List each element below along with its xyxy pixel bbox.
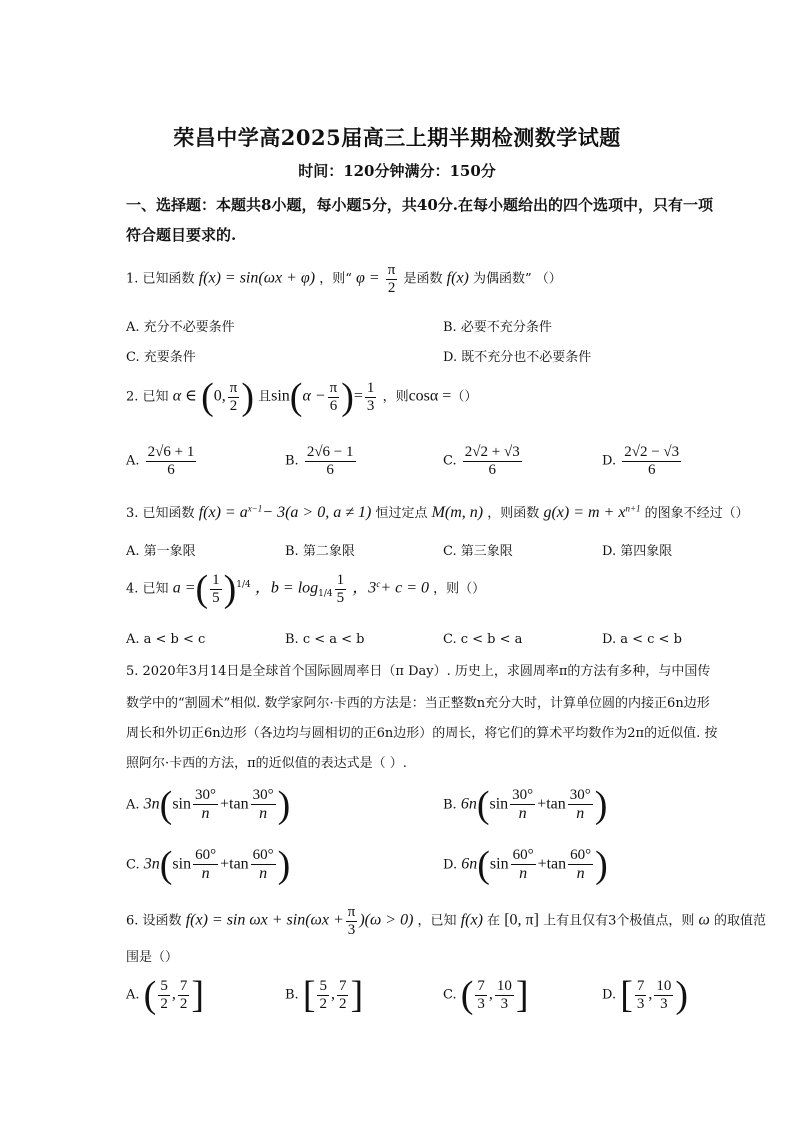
q6-d-frac1 [635, 978, 647, 1012]
q1-condition: φ = [356, 269, 380, 287]
q2-alpha-in: α ∈ [172, 387, 197, 405]
q1-frac-den: 2 [387, 279, 396, 296]
q2-a-num: 2√6 + 1 [147, 444, 195, 460]
q5-b-sin: sin [489, 795, 509, 813]
q6-option-a[interactable]: A. ( $\frac{5}{2}$ , $\frac{7}{2}$ ] [126, 974, 204, 1016]
q6-a-bracket-right: ] [191, 974, 204, 1016]
q3-mid: 恒过定点 [375, 506, 428, 521]
q5-c-n2: n [259, 864, 268, 882]
q5-d-frac1 [511, 847, 536, 882]
question-5-line4: 照阿尔·卡西的方法，π的近似值的表达式是（ ）. [126, 756, 407, 771]
q5-c-coef: 3n [143, 855, 160, 873]
q6-b-d2: 2 [338, 995, 347, 1012]
q6-b-label: B. [285, 987, 299, 1003]
q5-c-tan: tan [229, 855, 249, 873]
q4-option-a[interactable]: A. a < b < c [126, 632, 206, 647]
q6-d-n2: 10 [656, 978, 672, 994]
q5-a-sin: sin [172, 795, 191, 813]
q1-function-expr: f(x) = sin(ωx + φ) [198, 269, 316, 287]
q5-b-n2: n [576, 804, 585, 822]
q1-option-c[interactable]: C. 充要条件 [126, 350, 196, 365]
q5-b-tan: tan [546, 795, 566, 813]
q6-mid: ，已知 [417, 913, 457, 929]
q4-exponent: 1/4 [236, 580, 251, 591]
q6-b-bracket-left: [ [302, 974, 316, 1016]
q6-suffix: 的取值范 [713, 913, 766, 929]
q6-a-bracket-left: ( [143, 974, 157, 1016]
q6-c-n2: 10 [496, 978, 512, 994]
question-6 [126, 904, 766, 938]
q4-cexp: c [376, 579, 381, 590]
q6-d-bracket-left: [ [620, 974, 633, 1016]
q5-d-tan: tan [546, 855, 567, 873]
q6-b-bracket-right: ] [350, 974, 364, 1016]
q5-d-deg1: 60° [512, 847, 534, 864]
q5-a-coef: 3n [143, 795, 160, 813]
q6-omega: ω [698, 911, 710, 929]
q1-text: ，则“ [319, 271, 352, 287]
q2-inner: α − [302, 387, 326, 405]
q2-sin: sin [271, 387, 290, 405]
q6-b-frac2 [337, 978, 349, 1012]
q5-option-b[interactable] [443, 786, 607, 824]
q6-c-d2: 3 [500, 995, 509, 1012]
q6-c-frac1 [475, 978, 487, 1012]
q4-one: 1 [212, 572, 220, 588]
q5-b-paren-right: ) [594, 784, 608, 826]
q2-b-den: 6 [326, 461, 334, 478]
q6-a-frac2 [178, 978, 190, 1012]
q6-interval: [0, π] [504, 911, 539, 929]
q6-expr2: )(ω > 0) [359, 911, 414, 929]
exam-info: 时间：120分钟满分：150分 [298, 162, 496, 180]
q6-prefix: 6. 设函数 [126, 913, 182, 929]
q5-d-paren-left: ( [477, 844, 490, 886]
q1-prefix: 1. 已知函数 [126, 271, 195, 287]
q6-d-d2: 3 [660, 995, 668, 1012]
q6-c-label: C. [443, 987, 457, 1003]
q2-d-label: D. [602, 453, 617, 469]
q5-option-d[interactable] [443, 846, 608, 884]
q3-prefix: 3. 已知函数 [126, 506, 195, 521]
q2-pi-b: π [329, 380, 338, 396]
q4-b: ，b = log [254, 579, 319, 597]
q2-option-c[interactable] [443, 444, 524, 478]
q2-b-frac [305, 444, 356, 478]
q3-mid2: ，则函数 [487, 506, 540, 521]
q6-d-frac2 [654, 978, 673, 1012]
q4-paren-left: ( [195, 568, 209, 610]
q2-d-den: 6 [647, 461, 656, 478]
q2-d-num: 2√2 − √3 [624, 444, 680, 460]
q5-b-paren-left: ( [476, 784, 490, 826]
q6-a-n2: 7 [179, 978, 188, 994]
q3-option-d[interactable]: D. 第四象限 [602, 544, 673, 559]
q2-tail: ，则 [382, 389, 409, 405]
q2-option-d[interactable] [602, 444, 683, 478]
q1-fraction [386, 262, 398, 296]
q5-c-sin: sin [172, 855, 192, 873]
q5-d-sin: sin [489, 855, 509, 873]
q4-a: a = [172, 579, 196, 597]
q4-one-fifth [210, 572, 222, 606]
q5-a-deg1: 30° [195, 787, 216, 804]
q1-option-d[interactable]: D. 既不充分也不必要条件 [443, 350, 592, 365]
q6-option-c[interactable]: C. ( $\frac{7}{3}$ , $\frac{10}{3}$ ] [443, 974, 529, 1016]
q2-prefix: 2. 已知 [126, 389, 169, 405]
q6-three: 3 [347, 921, 356, 938]
q5-b-frac2 [568, 787, 593, 822]
q2-paren-right: ) [241, 376, 254, 418]
q2-pi: π [229, 380, 238, 396]
q6-a-frac1 [158, 978, 170, 1012]
section-heading-line2: 符合题目要求的. [126, 226, 237, 244]
q6-a-d2: 2 [179, 995, 188, 1012]
q6-d-d1: 3 [636, 995, 645, 1012]
question-6-line2: 围是（） [126, 950, 179, 965]
q5-a-n2: n [259, 804, 268, 822]
q2-option-b[interactable] [285, 444, 358, 478]
q6-option-b[interactable]: B. [ $\frac{5}{2}$ , $\frac{7}{2}$ ] [285, 974, 364, 1016]
q6-d-label: D. [602, 987, 617, 1003]
q5-b-plus: + [537, 795, 547, 813]
q2-three: 3 [366, 397, 375, 414]
q4-log-arg [335, 572, 347, 606]
q5-d-label: D. [443, 857, 458, 873]
q2-c-num: 2√2 + √3 [464, 444, 520, 460]
q3-option-c[interactable]: C. 第三象限 [443, 544, 513, 559]
q6-b-n1: 5 [319, 978, 327, 994]
q4-suffix: ，则（） [433, 581, 486, 597]
q5-d-plus: + [537, 855, 547, 873]
question-1 [126, 262, 562, 296]
question-4 [126, 570, 485, 608]
q5-a-plus: + [220, 795, 230, 813]
q6-b-d1: 2 [319, 995, 327, 1012]
q2-one-third [365, 380, 377, 414]
q3-option-b[interactable]: B. 第二象限 [285, 544, 355, 559]
q2-pi-over-6 [328, 380, 340, 414]
q5-a-deg2: 30° [252, 787, 274, 804]
question-3 [126, 502, 749, 522]
q5-a-label: A. [126, 797, 140, 813]
page-title: 荣昌中学高2025届高三上期半期检测数学试题 [173, 125, 621, 150]
q6-f: f(x) [460, 911, 483, 929]
q4-option-d[interactable]: D. a < c < b [602, 632, 682, 647]
q2-paren2-right: ) [341, 376, 354, 418]
q2-cos: cosα = [408, 387, 452, 405]
q5-a-paren-left: ( [159, 784, 173, 826]
q4-log-base: 1/4 [318, 589, 333, 600]
q6-b-frac1 [317, 978, 329, 1012]
q5-c-frac1 [193, 847, 218, 882]
q5-a-frac1 [193, 787, 218, 822]
q4-option-b[interactable]: B. c < a < b [285, 632, 365, 647]
q6-c-bracket-right: ] [515, 974, 529, 1016]
q1-frac-num: π [387, 262, 396, 278]
q2-option-a[interactable] [126, 444, 198, 478]
q5-b-deg2: 30° [569, 787, 591, 804]
q6-pi: π [347, 904, 356, 920]
q5-a-frac2 [251, 787, 276, 822]
q5-option-c[interactable] [126, 846, 290, 884]
q2-c-den: 6 [488, 461, 496, 478]
q5-b-label: B. [443, 797, 457, 813]
q6-expr: f(x) = sin ωx + sin(ωx + [185, 911, 344, 929]
q2-pi-over-2 [228, 380, 240, 414]
q6-option-d[interactable]: D. [ $\frac{7}{3}$ , $\frac{10}{3}$ ) [602, 974, 689, 1016]
q6-mid3: 上有且仅有3个极值点，则 [543, 913, 695, 929]
q2-paren-left: ( [201, 376, 214, 418]
q3-option-a[interactable]: A. 第一象限 [126, 544, 196, 559]
q2-eq: = [353, 387, 363, 405]
q5-c-deg2: 60° [252, 847, 274, 864]
q2-two: 2 [229, 397, 238, 414]
q2-six: 6 [329, 397, 338, 414]
q3-point: M(m, n) [431, 504, 484, 521]
q2-b-label: B. [285, 453, 299, 469]
q2-a-den: 6 [167, 461, 175, 478]
q5-d-paren-right: ) [595, 844, 608, 886]
q3-exp: x−1 [247, 503, 263, 514]
q5-b-n1: n [518, 804, 527, 822]
q2-a-label: A. [126, 453, 140, 469]
q2-paren: （） [451, 389, 478, 405]
q2-a-frac [146, 444, 197, 478]
q6-c-n1: 7 [477, 978, 485, 994]
q5-c-deg1: 60° [195, 847, 217, 864]
q3-expr2: − 3(a > 0, a ≠ 1) [262, 504, 372, 521]
q6-mid2: 在 [487, 913, 501, 929]
q5-option-a[interactable] [126, 786, 290, 824]
q4-c: ，3 [352, 579, 377, 597]
q5-c-plus: + [220, 855, 230, 873]
q4-paren-right: ) [223, 568, 237, 610]
q2-paren2-left: ( [289, 376, 303, 418]
q3-g: g(x) = m + x [543, 504, 626, 521]
q5-a-n1: n [201, 804, 210, 822]
q5-c-paren-right: ) [277, 844, 291, 886]
q2-b-num: 2√6 − 1 [306, 444, 354, 460]
q5-c-frac2 [251, 847, 276, 882]
question-5-line1: 5. 2020年3月14日是全球首个国际圆周率日（π Day）. 历史上，求圆周率π的方法有多种，与中国传 [126, 664, 711, 679]
q2-d-frac [622, 444, 681, 478]
section-heading-line1: 一、选择题：本题共8小题，每小题5分，共40分.在每小题给出的四个选项中，只有一项 [126, 196, 713, 214]
question-2 [126, 378, 477, 416]
q1-f: f(x) [446, 269, 469, 287]
q5-d-frac2 [568, 847, 593, 882]
q4-option-c[interactable]: C. c < b < a [443, 632, 523, 647]
q4-five-b: 5 [336, 589, 345, 606]
q6-a-n1: 5 [160, 978, 168, 994]
q6-a-d1: 2 [160, 995, 168, 1012]
q6-pi-over-3 [346, 904, 358, 938]
q2-interval-left: 0, [213, 387, 226, 405]
q5-b-deg1: 30° [512, 787, 534, 804]
q4-c2: + c = 0 [380, 579, 430, 597]
question-5-line3: 周长和外切正6n边形（各边均与圆相切的正6n边形）的周长，将它们的算术平均数作为2π的近似值. 按 [126, 726, 718, 741]
q6-d-bracket-right: ) [675, 974, 689, 1016]
question-5-line2: 数学中的“割圆术”相似. 数学家阿尔·卡西的方法是：当正整数n充分大时，计算单位圆的内接正6n边形 [126, 696, 710, 711]
q3-expr: f(x) = a [198, 504, 248, 521]
q6-c-frac2 [495, 978, 514, 1012]
q5-d-deg2: 60° [570, 847, 592, 864]
q1-option-b[interactable]: B. 必要不充分条件 [443, 320, 552, 335]
q5-a-tan: tan [229, 795, 249, 813]
q5-c-paren-left: ( [159, 844, 173, 886]
q1-option-a[interactable]: A. 充分不必要条件 [126, 320, 235, 335]
q5-c-n1: n [201, 864, 210, 882]
q4-one-b: 1 [336, 572, 345, 588]
q1-text2: 是函数 [403, 271, 443, 287]
q4-five: 5 [212, 589, 220, 606]
q5-b-frac1 [510, 787, 535, 822]
q6-d-n1: 7 [636, 978, 645, 994]
q5-a-paren-right: ) [277, 784, 291, 826]
q2-c-frac [463, 444, 522, 478]
q3-gexp: n+1 [625, 503, 641, 514]
q2-one: 1 [366, 380, 375, 396]
q6-a-label: A. [126, 987, 140, 1003]
q4-prefix: 4. 已知 [126, 581, 169, 597]
q5-d-n2: n [576, 864, 585, 882]
q2-and: 且 [258, 389, 272, 405]
q3-suffix: 的图象不经过（） [644, 506, 749, 521]
q5-b-coef: 6n [460, 795, 477, 813]
q5-c-label: C. [126, 857, 140, 873]
q5-d-n1: n [519, 864, 528, 882]
q2-c-label: C. [443, 453, 457, 469]
q6-c-d1: 3 [477, 995, 485, 1012]
q1-suffix: 为偶函数” （） [473, 271, 562, 287]
q5-d-coef: 6n [461, 855, 478, 873]
q6-c-bracket-left: ( [460, 974, 474, 1016]
q6-b-n2: 7 [338, 978, 347, 994]
